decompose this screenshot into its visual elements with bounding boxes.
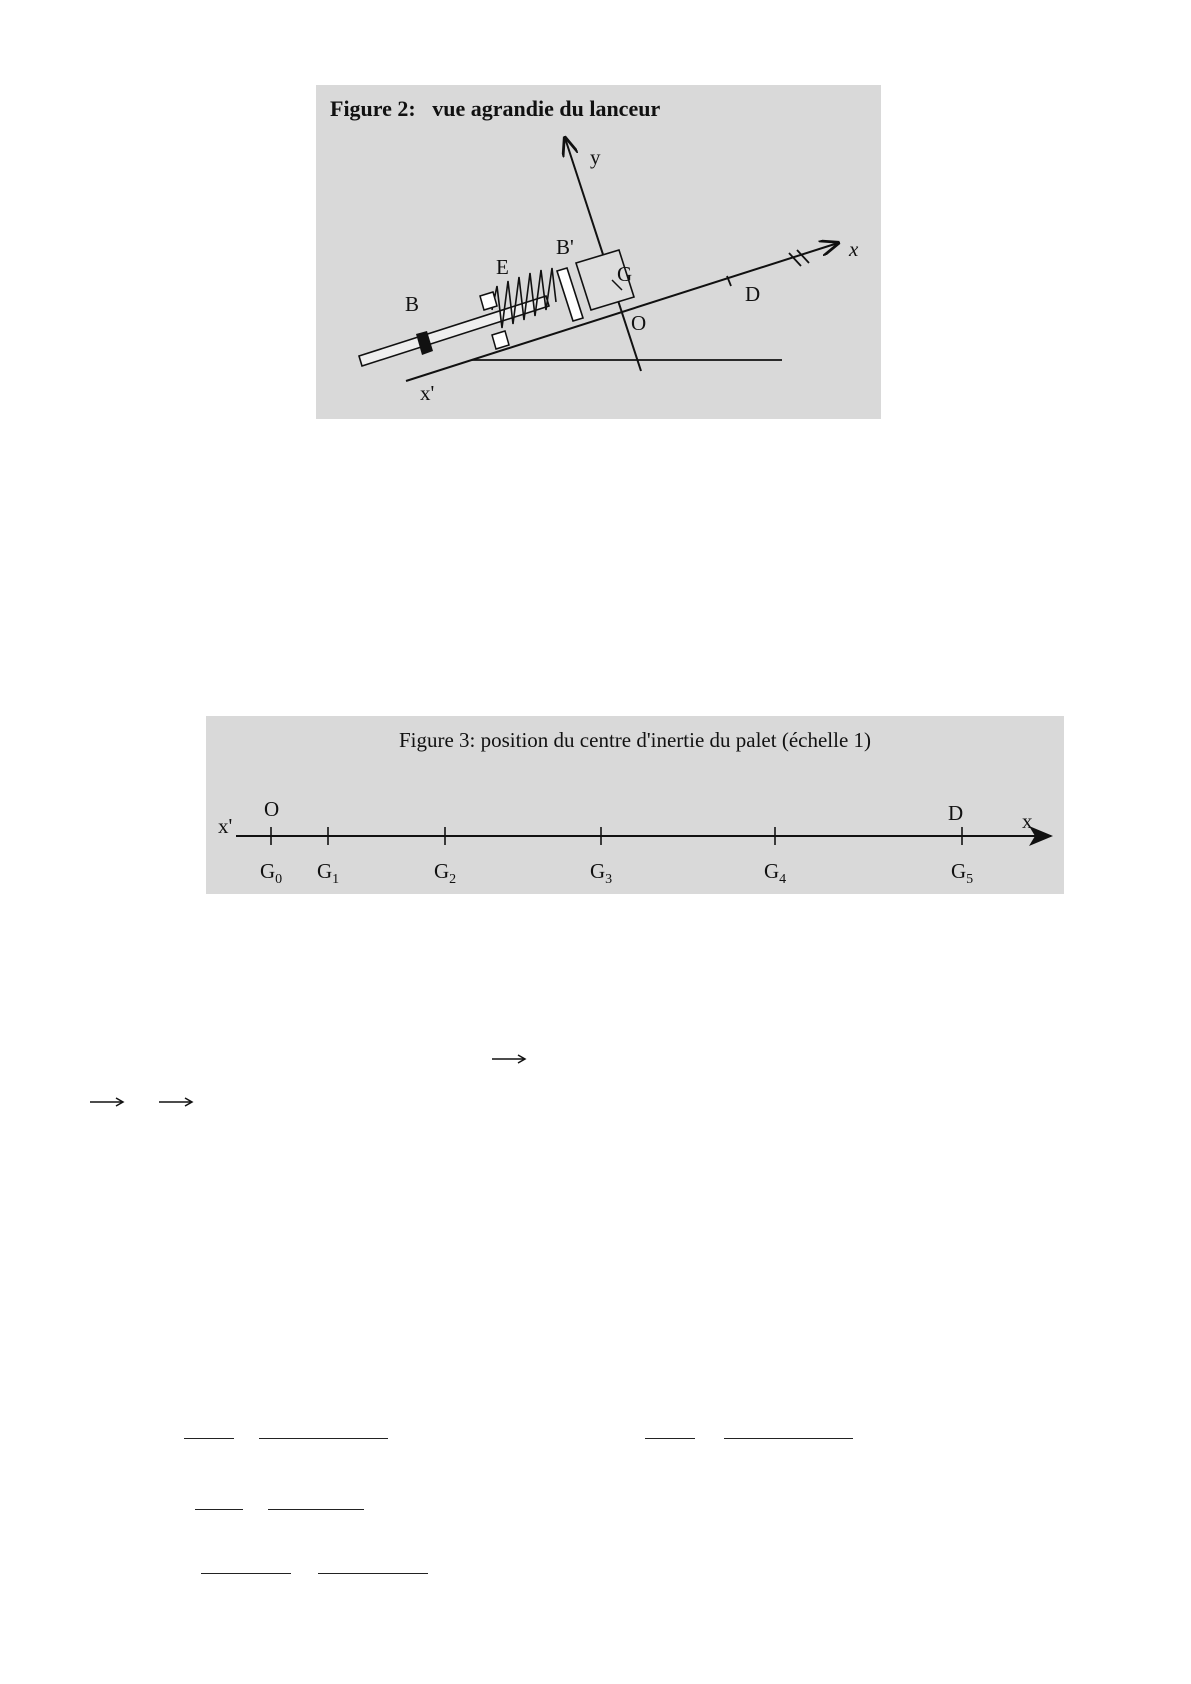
figure-2-title: Figure 2: vue agrandie du lanceur bbox=[330, 96, 661, 121]
figure-3-title: Figure 3: position du centre d'inertie du palet (échelle 1) bbox=[398, 728, 872, 752]
fraction-line bbox=[318, 1573, 428, 1574]
fraction-line bbox=[201, 1573, 291, 1574]
plate-B-prime bbox=[557, 268, 583, 321]
fraction-line bbox=[724, 1438, 853, 1439]
launcher-diagram bbox=[316, 85, 881, 419]
point-label-G2: $G_2$ bbox=[434, 859, 457, 887]
label-x: x bbox=[849, 237, 859, 261]
fraction-line bbox=[268, 1509, 364, 1510]
figure-3 bbox=[206, 716, 1064, 894]
point-label-G1: $G_1$ bbox=[317, 859, 340, 887]
fraction-line bbox=[645, 1438, 695, 1439]
label-B-prime: B' bbox=[556, 235, 574, 259]
label-y: y bbox=[590, 145, 601, 169]
fraction-line bbox=[259, 1438, 388, 1439]
label-O: O bbox=[631, 311, 647, 335]
axis-left-label: x' bbox=[218, 814, 233, 838]
vector-arrow-icon bbox=[89, 1095, 125, 1109]
end-label-D: D bbox=[948, 801, 964, 825]
point-label-G5: $G_5$ bbox=[951, 859, 974, 887]
label-x-prime: x' bbox=[420, 381, 435, 405]
fraction-line bbox=[184, 1438, 234, 1439]
launcher-rod bbox=[359, 292, 549, 366]
figure-2 bbox=[316, 85, 881, 419]
vector-arrow-icon bbox=[491, 1052, 527, 1066]
fraction-line bbox=[195, 1509, 243, 1510]
label-G: G bbox=[617, 262, 633, 286]
point-label-G3: $G_3$ bbox=[590, 859, 613, 887]
point-label-G4: $G_4$ bbox=[764, 859, 787, 887]
label-B: B bbox=[405, 292, 420, 316]
label-E: E bbox=[496, 255, 509, 279]
origin-label-O: O bbox=[264, 797, 280, 821]
point-label-G0: $G_0$ bbox=[260, 859, 283, 887]
axis-right-label: x bbox=[1022, 809, 1033, 833]
vector-arrow-icon bbox=[158, 1095, 194, 1109]
label-D: D bbox=[745, 282, 761, 306]
